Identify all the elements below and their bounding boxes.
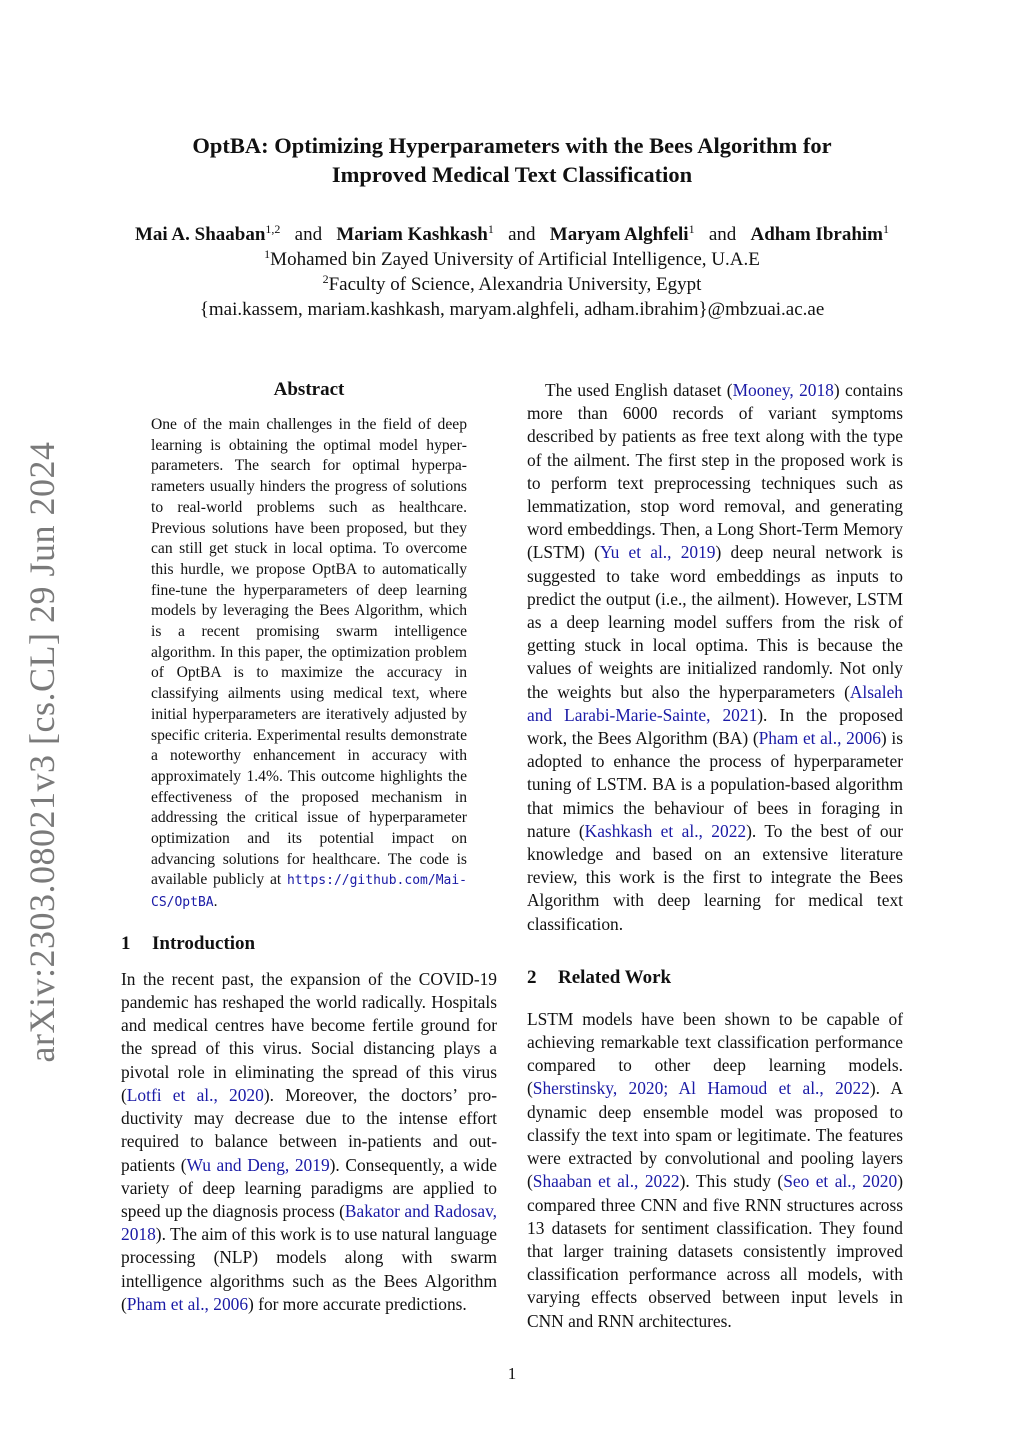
intro-text-2: ). Moreover, the doctors’ productivity may decrease due to the intense effort required to balance between in-patients and outpatients ( [121,1084,497,1175]
intro-text-3: ). Consequently, a wide variety of deep learning paradigms are applied to speed up the diagnosis process ( [121,1154,497,1221]
dataset-paragraph [527,379,903,936]
author-3-sup: 1 [688,222,695,236]
dataset-text-1: The used English dataset ( [545,380,733,400]
cite-lotfi[interactable]: Lotfi et al., 2020 [126,1084,264,1105]
related-title: Related Work [558,966,672,988]
affiliation-1-text: Mohamed bin Zayed University of Artificial Intelligence, U.A.E [270,249,760,270]
abstract-heading: Abstract [273,379,345,400]
author-1-sup: 1,2 [265,222,281,236]
related-paragraph [527,1008,903,1333]
page-number: 1 [507,1364,517,1383]
intro-title: Introduction [152,932,256,954]
intro-heading [121,933,497,955]
affiliation-2 [60,272,964,297]
paper-title [100,131,924,189]
dataset-text-5: ) is adopted to enhance the process of hyperparameter tuning of LSTM. BA is a population-based algorithm that mimics the behaviour of bees in foraging in nature ( [527,728,903,841]
title-line-2: Improved Medical Text Classification [331,162,693,187]
intro-text-1: In the recent past, the expansion of the COVID-19 pandemic has reshaped the world radically. Hospitals and medical centres have become fertile ground for the spread of this virus. Social distancing plays a pivotal role in eliminating the spread of this virus ( [121,968,497,1105]
related-number: 2 [527,966,537,988]
and-3: and [708,224,737,245]
author-line [60,222,964,247]
abstract-body [151,415,467,914]
left-column [121,376,497,1316]
author-2-name: Mariam Kashkash [336,224,488,245]
cite-shaaban[interactable]: Shaaban et al., 2022 [532,1171,680,1192]
cite-seo[interactable]: Seo et al., 2020 [783,1171,898,1192]
intro-text-5: ) for more accurate predictions. [248,1293,467,1314]
dataset-text-4: ). In the proposed work, the Bees Algorithm (BA) ( [527,704,903,749]
dataset-text-2: ) contains more than 6000 records of variant symptoms described by patients as free text along with the type of the ailment. The first step in the proposed work is to perform text preprocessing techniques such as lemmatization, stop word removal, and generating word embeddings. Then, a Long Short-Term Memory (LSTM) ( [527,380,903,563]
author-emails: {mai.kassem, mariam.kashkash, maryam.alghfeli, adham.ibrahim}@mbzuai.ac.ae [199,299,825,320]
affiliation-2-sup: 2 [322,272,329,286]
cite-mooney[interactable]: Mooney, 2018 [732,380,834,400]
right-column [527,376,903,1333]
intro-number: 1 [121,932,131,954]
cite-sherstinsky[interactable]: Sherstinsky, 2020; Al Hamoud et al., 2022 [532,1078,870,1099]
title-line-1: OptBA: Optimizing Hyperparameters with the Bees Algorithm for [192,133,832,158]
and-1: and [294,224,323,245]
affiliation-2-text: Faculty of Science, Alexandria University, Egypt [328,274,702,295]
cite-alsaleh[interactable]: Alsaleh and Larabi-Marie-Sainte, 2021 [527,681,903,725]
code-link[interactable]: https://github.com/Mai-CS/OptBA [151,873,467,911]
cite-pham-right[interactable]: Pham et al., 2006 [758,728,881,749]
cite-wu-deng[interactable]: Wu and Deng, 2019 [186,1154,330,1175]
related-text-1: LSTM models have been shown to be capable of achieving remarkable text classification performance compared to other deep learning models. ( [527,1008,903,1099]
related-heading [527,967,903,989]
dataset-text-6: ). To the best of our knowledge and based on an extensive literature review, this work is the first to integrate the Bees Algorithm with deep learning for medical text classification. [527,820,903,934]
and-2: and [508,224,536,245]
abstract-text: One of the main challenges in the field of deep learning is obtaining the optimal model hyperparameters. The search for optimal hyperparameters usually hinders the progress of solutions to real-world problems such as healthcare. Previous solutions have been proposed, but they can still get stuck in local optima. To overcome this hurdle, we propose OptBA to automatically fine-tune the hyperparameters of deep learning models by leveraging the Bees Algorithm, which is a recent promising swarm intelligence algorithm. In this paper, the optimization problem of OptBA is to maximize the accuracy in classifying ailments using medical text, where initial hyperparameters are iteratively adjusted by specific criteria. Experimental results demonstrate a noteworthy enhancement in accuracy with approximately 1.4%. This outcome highlights the effectiveness of the proposed mechanism in addressing the critical issue of hyperparameter optimization and its potential impact on advancing solutions for healthcare. The code is available publicly at [151,416,467,889]
cite-yu[interactable]: Yu et al., 2019 [599,542,716,563]
intro-text-4: ). The aim of this work is to use natural language processing (NLP) models along with swarm intelligence algorithms such as the Bees Algorithm ( [121,1224,497,1314]
author-block [60,222,964,322]
affiliation-1 [60,247,964,272]
author-3-name: Maryam Alghfeli [549,224,689,245]
affiliation-1-sup: 1 [264,247,271,261]
abstract-end: . [213,893,218,911]
cite-pham-intro[interactable]: Pham et al., 2006 [126,1293,249,1314]
related-text-2: ). A dynamic deep ensemble model was proposed to classify the text into spam or legitimate. The features were extracted by convolutional and pooling layers ( [527,1078,903,1192]
author-4-sup: 1 [883,222,889,236]
arxiv-side-stamp: arXiv:2303.08021v3 [cs.CL] 29 Jun 2024 [22,441,62,1063]
intro-paragraph [121,968,497,1316]
author-2-sup: 1 [487,222,494,236]
cite-kashkash[interactable]: Kashkash et al., 2022 [584,820,747,841]
author-1-name: Mai A. Shaaban [135,224,266,245]
related-text-4: ) compared three CNN and five RNN structures across 13 datasets for sentiment classification. They found that larger training datasets consistently improved classification performance across all models, with varying effects observed between input levels in CNN and RNN architectures. [527,1171,903,1331]
cite-bakator[interactable]: Bakator and Radosav, 2018 [121,1200,497,1245]
related-text-3: ). This study ( [679,1171,784,1192]
author-4-name: Adham Ibrahim [750,224,883,245]
dataset-text-3: ) deep neural network is suggested to take word embeddings as inputs to predict the output (i.e., the ailment). However, LSTM as a deep learning model suffers from the risk of getting stuck in local optima. This is because the values of weights are initialized randomly. Not only the weights but also the hyperparameters ( [527,542,903,702]
